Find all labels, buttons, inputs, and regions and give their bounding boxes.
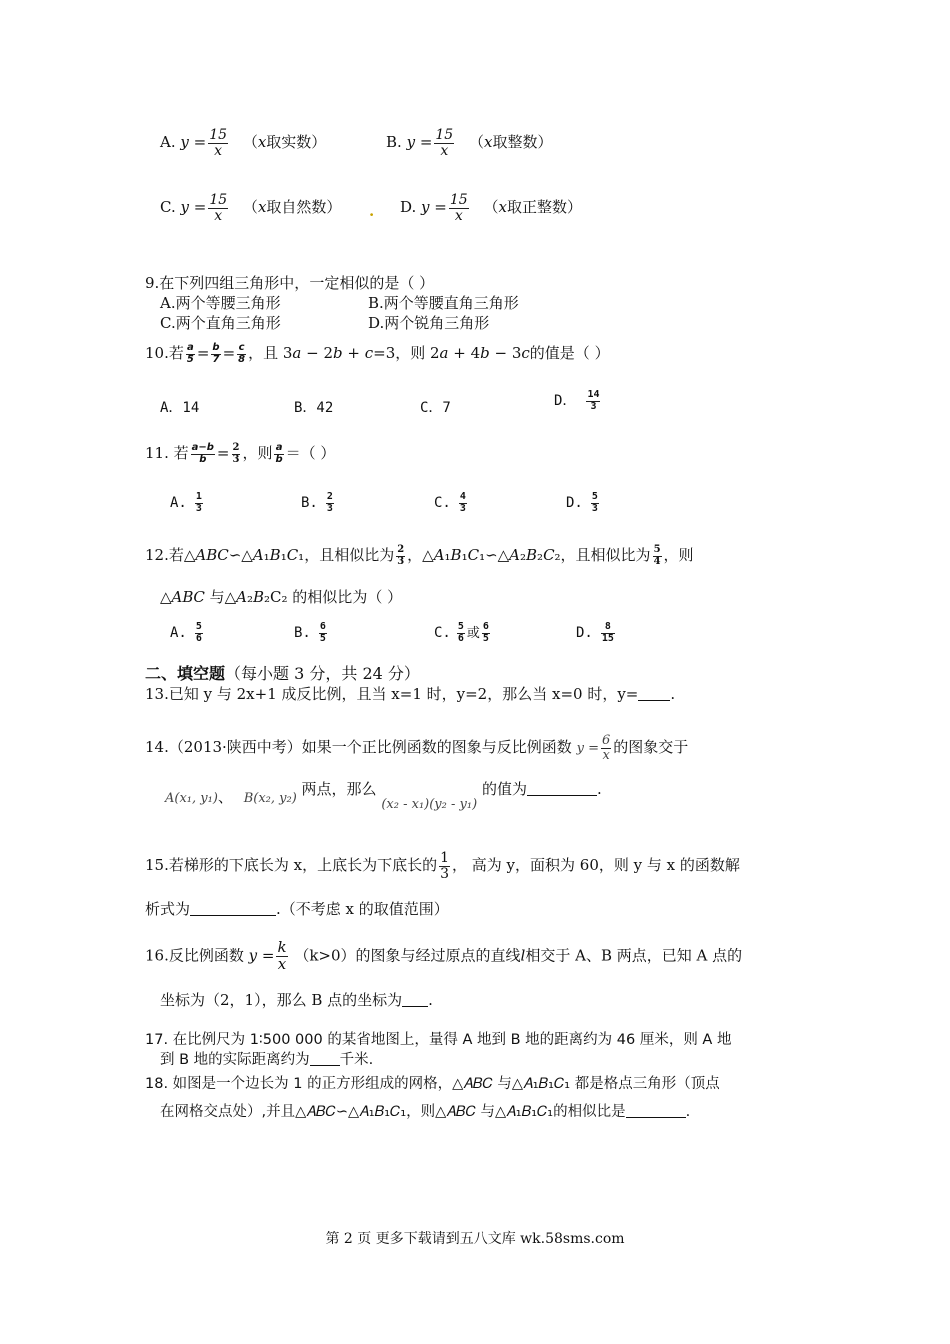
stray-dot: . (369, 202, 375, 220)
q12-option-a: A. $\frac{5}{6}$ (170, 621, 202, 644)
q13: 13.已知 y 与 2x+1 成反比例，且当 x=1 时，y=2，那么当 x=0 时，y= . (145, 685, 676, 703)
q15-line1: 15.若梯形的下底长为 x，上底长为下底长的 $\frac{1}{3}$ ， 高为 y，面积为 60，则 y 与 x 的函数解 (145, 850, 740, 882)
page-footer: 第 2 页 更多下载请到五八文库 wk.58sms.com (325, 1231, 625, 1247)
q9-option-c: C.两个直角三角形 (160, 314, 281, 332)
q11-option-d: D. $\frac{5}{3}$ (566, 491, 598, 514)
q8-option-a: A. y = $\frac{15}{x}$ （x取实数） (160, 127, 327, 159)
q16-line2: 坐标为（2，1），那么 B 点的坐标为 . (160, 991, 433, 1009)
q14-line1: 14.（2013·陕西中考）如果一个正比例函数的图象与反比例函数 y = $\frac{6}{x}$ 的图象交于 (145, 733, 689, 763)
q12-option-d: D. $\frac{8}{15}$ (576, 621, 614, 644)
q18-line2: 在网格交点处）,并且△𝐴𝐵𝐶∽△𝐴₁𝐵₁𝐶₁，则△𝐴𝐵𝐶 与△𝐴₁𝐵₁𝐶₁的相似比是 . (160, 1104, 691, 1120)
q10-option-c: C．7 (420, 400, 451, 416)
q9-stem: 9.在下列四组三角形中，一定相似的是（ ） (145, 274, 435, 292)
q14-line2: A(x₁, y₁)、 B(x₂, y₂) 两点，那么 (x₂ - x₁)(y₂ - y₁) 的值为 . (165, 780, 602, 812)
q12-line2: △𝐴𝐵𝐶 与△𝐴₂𝐵₂C₂ 的相似比为（ ） (160, 588, 403, 606)
q9-option-b: B.两个等腰直角三角形 (368, 294, 519, 312)
q11-option-c: C. $\frac{4}{3}$ (434, 491, 466, 514)
q8-option-b: B. y = $\frac{15}{x}$ （x取整数） (386, 127, 553, 159)
q10-option-b: B．42 (294, 400, 334, 416)
q12-option-c: C. $\frac{5}{6}$ 或 $\frac{6}{5}$ (434, 621, 489, 644)
q11-stem: 11. 若 $\frac{a-b}{b}$ = $\frac{2}{3}$ ，则 $\frac{a}{b}$ ＝（ ） (145, 442, 336, 465)
q18-line1: 18. 如图是一个边长为 1 的正方形组成的网格，△𝐴𝐵𝐶 与△𝐴₁𝐵₁𝐶₁ 都是格点三角形（顶点 (145, 1076, 720, 1092)
q17-line1: 17. 在比例尺为 1∶500 000 的某省地图上，量得 A 地到 B 地的距离约为 46 厘米，则 A 地 (145, 1032, 732, 1048)
q12-line1: 12.若△𝐴𝐵𝐶∽△𝐴₁𝐵₁𝐶₁，且相似比为 $\frac{2}{3}$ ，△𝐴₁𝐵₁𝐶₁∽△𝐴₂𝐵₂𝐶₂，且相似比为 $\frac{5}{4}$ ，则 (145, 544, 694, 567)
q9-option-a: A.两个等腰三角形 (160, 294, 281, 312)
q8-option-c: C. y = $\frac{15}{x}$ （x取自然数） (160, 192, 342, 224)
q17-line2: 到 B 地的实际距离约为 千米. (160, 1052, 374, 1068)
q12-option-b: B. $\frac{6}{5}$ (294, 621, 326, 644)
q11-option-a: A. $\frac{1}{3}$ (170, 491, 202, 514)
section-heading: 二、填空题（每小题 3 分，共 24 分） (145, 664, 420, 683)
q8-option-d: D. y = $\frac{15}{x}$ （x取正整数） (400, 192, 582, 224)
q11-option-b: B. $\frac{2}{3}$ (301, 491, 333, 514)
q10-stem: 10.若 $\frac{a}{5}$ = $\frac{b}{7}$ = $\frac{c}{8}$ ，且 3𝑎 − 2𝑏 + 𝑐=3，则 2𝑎 + 4𝑏 − 3𝑐的值是（ ） (145, 342, 610, 365)
q16-line1: 16.反比例函数 y = $\frac{k}{x}$ （k>0）的图象与经过原点的直线l相交于 A、B 两点，已知 A 点的 (145, 938, 743, 973)
q9-option-d: D.两个锐角三角形 (368, 314, 490, 332)
q10-option-a: A．14 (160, 400, 200, 416)
q10-option-d: D． $\frac{14}{3}$ (554, 389, 600, 412)
q15-line2: 析式为 .（不考虑 x 的取值范围） (145, 900, 449, 918)
